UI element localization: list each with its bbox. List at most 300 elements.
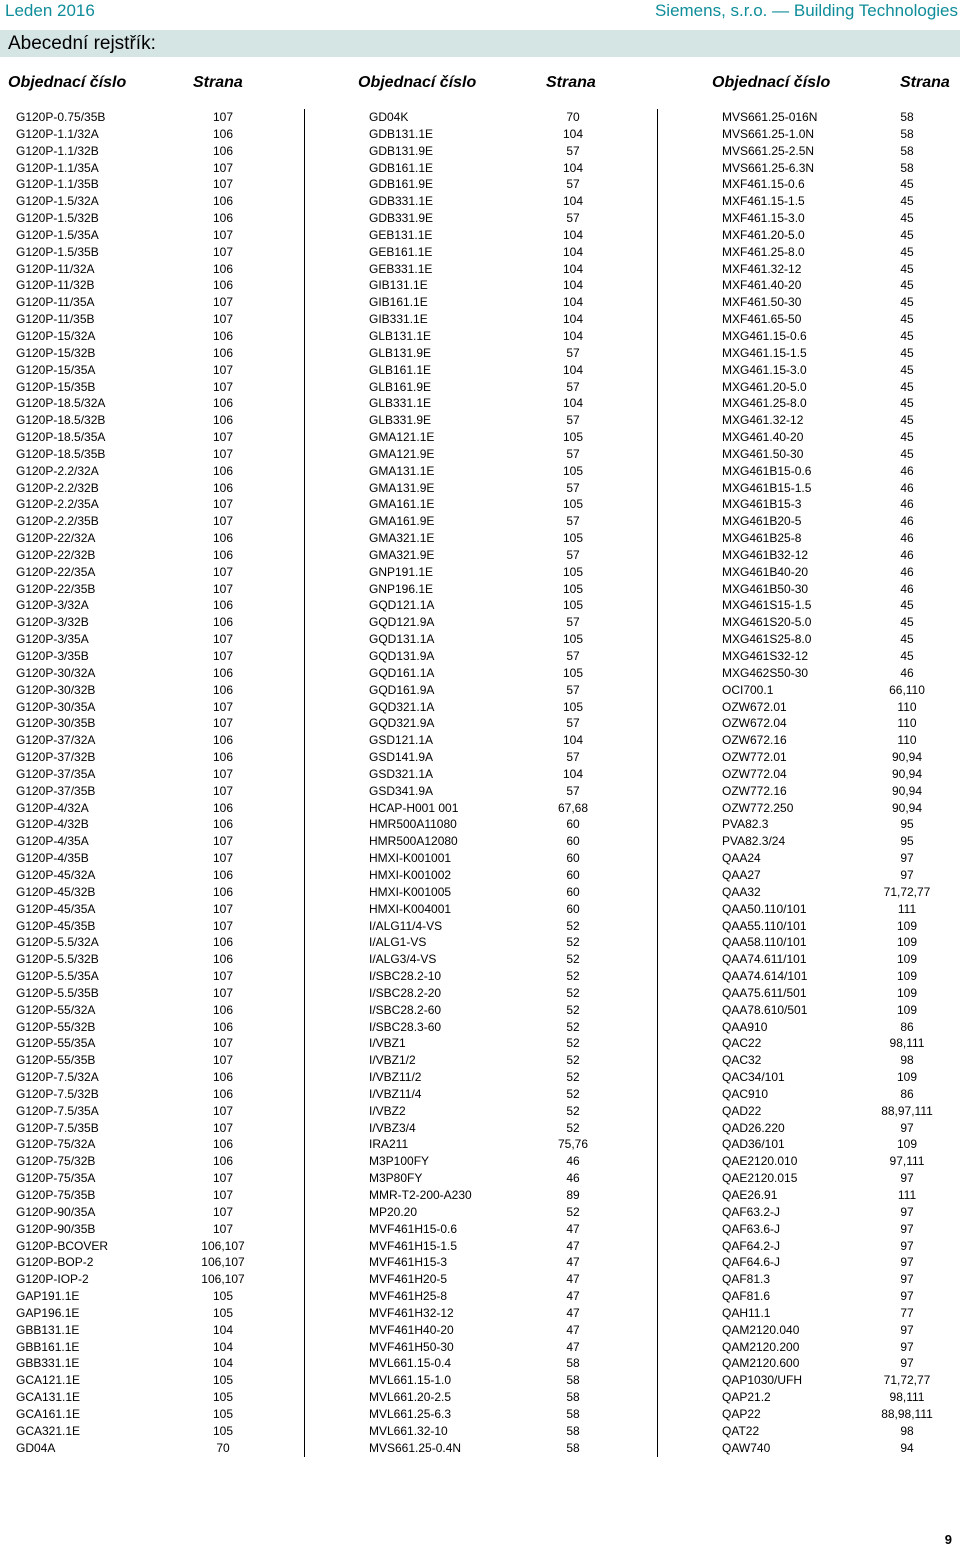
page-reference: 57 bbox=[566, 615, 580, 630]
index-row bbox=[16, 968, 304, 985]
page-reference: 97 bbox=[900, 1120, 914, 1135]
index-row bbox=[16, 1271, 304, 1288]
index-row bbox=[722, 951, 958, 968]
index-row bbox=[369, 968, 657, 985]
index-row bbox=[722, 496, 958, 513]
page-reference: 46 bbox=[900, 665, 914, 680]
index-row bbox=[722, 1069, 958, 1086]
index-row bbox=[16, 648, 304, 665]
order-number: MVL661.15-0.4 bbox=[369, 1356, 452, 1371]
index-row bbox=[722, 766, 958, 783]
order-number: HMXI-K004001 bbox=[369, 901, 452, 916]
order-number: GIB331.1E bbox=[369, 312, 428, 327]
order-number: G120P-22/35A bbox=[16, 564, 96, 579]
index-row bbox=[16, 244, 304, 261]
index-row bbox=[722, 412, 958, 429]
index-row bbox=[722, 1339, 958, 1356]
order-number: QAC910 bbox=[722, 1086, 769, 1101]
page-reference: 57 bbox=[566, 143, 580, 158]
index-column-2 bbox=[369, 109, 657, 1457]
order-number: GNP191.1E bbox=[369, 564, 434, 579]
order-number: MXG461B50-30 bbox=[722, 581, 809, 596]
index-row bbox=[369, 1271, 657, 1288]
page-reference: 52 bbox=[566, 1053, 580, 1068]
page-reference: 106 bbox=[212, 1137, 234, 1152]
page-reference: 88,98,111 bbox=[881, 1406, 933, 1421]
page-reference: 107 bbox=[212, 446, 234, 461]
index-row bbox=[369, 665, 657, 682]
order-number: GLB131.1E bbox=[369, 328, 432, 343]
order-number: MXG461B15-0.6 bbox=[722, 463, 812, 478]
index-row bbox=[16, 1339, 304, 1356]
page-reference: 107 bbox=[212, 699, 234, 714]
page-reference: 104 bbox=[562, 194, 584, 209]
col2-code-header: Objednací číslo bbox=[358, 74, 477, 91]
order-number: MXG461B32-12 bbox=[722, 547, 809, 562]
index-row bbox=[722, 261, 958, 278]
index-row bbox=[369, 1069, 657, 1086]
index-row bbox=[722, 227, 958, 244]
page-reference: 70 bbox=[566, 110, 580, 124]
index-row bbox=[16, 985, 304, 1002]
page-reference: 57 bbox=[566, 750, 580, 765]
index-row bbox=[369, 1423, 657, 1440]
page-reference: 107 bbox=[212, 918, 234, 933]
order-number: MXF461.32-12 bbox=[722, 261, 802, 276]
page-reference: 45 bbox=[900, 632, 914, 647]
order-number: MXF461.40-20 bbox=[722, 278, 802, 293]
index-row bbox=[369, 597, 657, 614]
order-number: GD04A bbox=[16, 1440, 56, 1455]
order-number: MVS661.25-2.5N bbox=[722, 143, 815, 158]
order-number: G120P-45/32A bbox=[16, 867, 96, 882]
index-row bbox=[722, 1288, 958, 1305]
page-reference: 104 bbox=[562, 362, 584, 377]
page-reference: 107 bbox=[212, 969, 234, 984]
index-row bbox=[369, 581, 657, 598]
order-number: MXG461.25-8.0 bbox=[722, 396, 807, 411]
page-reference: 97 bbox=[900, 1289, 914, 1304]
page-reference: 104 bbox=[562, 295, 584, 310]
page-reference: 57 bbox=[566, 682, 580, 697]
order-number: GEB161.1E bbox=[369, 244, 433, 259]
index-row bbox=[369, 564, 657, 581]
order-number: G120P-15/32A bbox=[16, 328, 96, 343]
page-reference: 106 bbox=[212, 480, 234, 495]
index-row bbox=[369, 277, 657, 294]
index-row bbox=[16, 1120, 304, 1137]
index-row bbox=[16, 766, 304, 783]
page-reference: 66,110 bbox=[889, 682, 925, 697]
page-reference: 107 bbox=[212, 430, 234, 445]
page-reference: 95 bbox=[900, 817, 914, 832]
page-reference: 106 bbox=[212, 396, 234, 411]
index-row bbox=[722, 1086, 958, 1103]
index-row bbox=[369, 1103, 657, 1120]
index-row bbox=[722, 513, 958, 530]
index-row bbox=[16, 614, 304, 631]
page-reference: 45 bbox=[900, 328, 914, 343]
page-reference: 58 bbox=[566, 1390, 580, 1405]
page-reference: 97 bbox=[900, 1204, 914, 1219]
index-row bbox=[369, 631, 657, 648]
index-row bbox=[16, 884, 304, 901]
order-number: G120P-3/35B bbox=[16, 649, 89, 663]
page-reference: 88,97,111 bbox=[881, 1103, 933, 1118]
page-reference: 107 bbox=[212, 716, 234, 731]
order-number: GIB131.1E bbox=[369, 278, 428, 293]
page-reference: 52 bbox=[566, 918, 580, 933]
index-row bbox=[722, 1355, 958, 1372]
page-reference: 106 bbox=[212, 463, 234, 478]
order-number: QAP22 bbox=[722, 1406, 761, 1421]
order-number: QAM2120.200 bbox=[722, 1339, 800, 1354]
page-reference: 46 bbox=[900, 463, 914, 478]
index-row bbox=[369, 1153, 657, 1170]
index-row bbox=[369, 732, 657, 749]
index-row bbox=[16, 513, 304, 530]
index-row bbox=[16, 311, 304, 328]
order-number: I/SBC28.2-10 bbox=[369, 969, 442, 984]
page-reference: 45 bbox=[900, 278, 914, 293]
page-reference: 60 bbox=[566, 901, 580, 916]
page-reference: 45 bbox=[900, 177, 914, 192]
page-reference: 98,111 bbox=[889, 1036, 925, 1051]
page-reference: 57 bbox=[566, 177, 580, 192]
index-row bbox=[369, 379, 657, 396]
index-row bbox=[369, 1052, 657, 1069]
index-row bbox=[369, 362, 657, 379]
index-row bbox=[722, 867, 958, 884]
order-number: G120P-1.5/32B bbox=[16, 211, 99, 226]
order-number: G120P-75/32B bbox=[16, 1154, 96, 1169]
index-row bbox=[722, 480, 958, 497]
page-reference: 104 bbox=[212, 1322, 234, 1337]
index-row bbox=[16, 564, 304, 581]
index-row bbox=[722, 429, 958, 446]
index-row bbox=[369, 1288, 657, 1305]
page-reference: 97,111 bbox=[889, 1154, 925, 1169]
page-reference: 57 bbox=[566, 514, 580, 529]
index-row bbox=[369, 513, 657, 530]
order-number: G120P-18.5/35A bbox=[16, 430, 106, 445]
page-reference: 105 bbox=[562, 699, 584, 714]
index-row bbox=[722, 1305, 958, 1322]
page-reference: 45 bbox=[900, 345, 914, 360]
order-number: MVS661.25-016N bbox=[722, 110, 818, 124]
page-reference: 106 bbox=[212, 800, 234, 815]
order-number: M3P100FY bbox=[369, 1154, 430, 1169]
index-row bbox=[722, 1322, 958, 1339]
index-row bbox=[722, 446, 958, 463]
page-reference: 71,72,77 bbox=[883, 884, 931, 899]
index-row bbox=[722, 1103, 958, 1120]
order-number: GMA161.1E bbox=[369, 497, 435, 512]
page-reference: 57 bbox=[566, 480, 580, 495]
index-row bbox=[722, 985, 958, 1002]
order-number: G120P-4/35A bbox=[16, 834, 89, 849]
index-row bbox=[16, 379, 304, 396]
index-row bbox=[722, 884, 958, 901]
index-row bbox=[16, 1322, 304, 1339]
page-reference: 104 bbox=[562, 733, 584, 748]
order-number: GQD321.9A bbox=[369, 716, 435, 731]
order-number: MXG461B40-20 bbox=[722, 564, 809, 579]
page-reference: 95 bbox=[900, 834, 914, 849]
order-number: MXG461.20-5.0 bbox=[722, 379, 807, 394]
index-row bbox=[16, 1423, 304, 1440]
order-number: G120P-11/32B bbox=[16, 278, 95, 293]
order-number: GQD321.1A bbox=[369, 699, 435, 714]
index-row bbox=[369, 682, 657, 699]
order-number: GLB161.9E bbox=[369, 379, 432, 394]
order-number: QAA58.110/101 bbox=[722, 935, 807, 950]
page-reference: 107 bbox=[212, 985, 234, 1000]
page-reference: 52 bbox=[566, 1002, 580, 1017]
order-number: G120P-2.2/32B bbox=[16, 480, 99, 495]
index-row bbox=[16, 699, 304, 716]
order-number: GBB131.1E bbox=[16, 1322, 80, 1337]
page-reference: 46 bbox=[900, 514, 914, 529]
order-number: QAF64.2-J bbox=[722, 1238, 781, 1253]
index-row bbox=[722, 1423, 958, 1440]
index-row bbox=[369, 1187, 657, 1204]
order-number: I/ALG1-VS bbox=[369, 935, 427, 950]
page-reference: 106 bbox=[212, 867, 234, 882]
order-number: GQD121.1A bbox=[369, 598, 435, 613]
order-number: MVF461H32-12 bbox=[369, 1305, 454, 1320]
order-number: GQD161.9A bbox=[369, 682, 435, 697]
index-row bbox=[16, 934, 304, 951]
page-reference: 57 bbox=[566, 716, 580, 731]
order-number: G120P-37/32B bbox=[16, 750, 96, 765]
order-number: GEB331.1E bbox=[369, 261, 433, 276]
index-row bbox=[722, 918, 958, 935]
order-number: HMXI-K001002 bbox=[369, 867, 452, 882]
order-number: MVL661.25-6.3 bbox=[369, 1406, 452, 1421]
order-number: PVA82.3 bbox=[722, 817, 769, 832]
page-reference: 107 bbox=[212, 1053, 234, 1068]
index-row bbox=[369, 294, 657, 311]
order-number: G120P-BCOVER bbox=[16, 1238, 109, 1253]
page-reference: 97 bbox=[900, 1272, 914, 1287]
index-row bbox=[369, 496, 657, 513]
index-row bbox=[369, 934, 657, 951]
page-reference: 90,94 bbox=[891, 766, 923, 781]
page-reference: 45 bbox=[900, 312, 914, 327]
page-reference: 107 bbox=[212, 244, 234, 259]
page-reference: 106 bbox=[212, 126, 234, 141]
index-row bbox=[722, 1372, 958, 1389]
order-number: G120P-75/35A bbox=[16, 1171, 96, 1186]
page-reference: 58 bbox=[566, 1423, 580, 1438]
index-row bbox=[16, 715, 304, 732]
index-row bbox=[369, 1120, 657, 1137]
col2-page-header: Strana bbox=[546, 74, 596, 91]
order-number: GSD121.1A bbox=[369, 733, 434, 748]
page-reference: 109 bbox=[896, 985, 918, 1000]
page-reference: 97 bbox=[900, 1221, 914, 1236]
order-number: QAA74.611/101 bbox=[722, 952, 807, 967]
order-number: G120P-4/32A bbox=[16, 800, 89, 815]
page-reference: 60 bbox=[566, 834, 580, 849]
index-row bbox=[369, 126, 657, 143]
order-number: G120P-2.2/35B bbox=[16, 514, 99, 529]
index-row bbox=[722, 1052, 958, 1069]
index-row bbox=[722, 160, 958, 177]
page-reference: 86 bbox=[900, 1019, 914, 1034]
index-row bbox=[16, 918, 304, 935]
index-row bbox=[16, 126, 304, 143]
order-number: I/SBC28.2-60 bbox=[369, 1002, 442, 1017]
page-reference: 45 bbox=[900, 446, 914, 461]
page-reference: 52 bbox=[566, 935, 580, 950]
index-row bbox=[369, 614, 657, 631]
index-row bbox=[722, 193, 958, 210]
order-number: QAF63.6-J bbox=[722, 1221, 781, 1236]
order-number: GNP196.1E bbox=[369, 581, 434, 596]
page-reference: 45 bbox=[900, 413, 914, 428]
order-number: MXG461.40-20 bbox=[722, 430, 804, 445]
index-row bbox=[722, 682, 958, 699]
order-number: QAA78.610/501 bbox=[722, 1002, 808, 1017]
order-number: G120P-15/35B bbox=[16, 379, 96, 394]
page-reference: 106 bbox=[212, 211, 234, 226]
page-reference: 107 bbox=[212, 564, 234, 579]
page-reference: 46 bbox=[566, 1154, 580, 1169]
order-number: MXG461B15-1.5 bbox=[722, 480, 812, 495]
order-number: G120P-2.2/35A bbox=[16, 497, 99, 512]
page-reference: 106,107 bbox=[201, 1238, 245, 1253]
index-row bbox=[722, 345, 958, 362]
index-row bbox=[722, 277, 958, 294]
page-reference: 104 bbox=[562, 227, 584, 242]
index-row bbox=[722, 1406, 958, 1423]
order-number: G120P-7.5/35B bbox=[16, 1120, 99, 1135]
order-number: HCAP-H001 001 bbox=[369, 800, 459, 815]
page-reference: 90,94 bbox=[891, 750, 923, 765]
index-row bbox=[722, 732, 958, 749]
order-number: GEB131.1E bbox=[369, 227, 433, 242]
index-row bbox=[16, 463, 304, 480]
order-number: OZW772.16 bbox=[722, 783, 787, 798]
order-number: MXG461S20-5.0 bbox=[722, 615, 812, 630]
order-number: MVF461H25-8 bbox=[369, 1289, 448, 1304]
order-number: QAH11.1 bbox=[722, 1305, 771, 1320]
order-number: G120P-11/32A bbox=[16, 261, 95, 276]
index-row bbox=[16, 496, 304, 513]
order-number: I/SBC28.3-60 bbox=[369, 1019, 442, 1034]
page-reference: 97 bbox=[900, 1255, 914, 1270]
index-row bbox=[16, 261, 304, 278]
page-reference: 77 bbox=[900, 1305, 914, 1320]
order-number: G120P-1.1/35A bbox=[16, 160, 99, 175]
page-reference: 45 bbox=[900, 261, 914, 276]
page-reference: 57 bbox=[566, 446, 580, 461]
index-row bbox=[369, 985, 657, 1002]
page-reference: 104 bbox=[562, 766, 584, 781]
index-row bbox=[369, 1355, 657, 1372]
index-row bbox=[16, 597, 304, 614]
order-number: MXG461.15-1.5 bbox=[722, 345, 807, 360]
order-number: G120P-30/32B bbox=[16, 682, 96, 697]
order-number: MVL661.20-2.5 bbox=[369, 1390, 452, 1405]
order-number: G120P-90/35B bbox=[16, 1221, 96, 1236]
index-row bbox=[722, 816, 958, 833]
index-row bbox=[16, 581, 304, 598]
page-reference: 105 bbox=[562, 430, 584, 445]
index-row bbox=[369, 227, 657, 244]
index-row bbox=[369, 1136, 657, 1153]
page-reference: 94 bbox=[900, 1440, 914, 1455]
index-row bbox=[16, 429, 304, 446]
order-number: I/VBZ11/4 bbox=[369, 1086, 422, 1101]
order-number: MVS661.25-6.3N bbox=[722, 160, 815, 175]
page-reference: 104 bbox=[212, 1339, 234, 1354]
index-row bbox=[369, 850, 657, 867]
order-number: G120P-1.1/32B bbox=[16, 143, 99, 158]
index-row bbox=[369, 143, 657, 160]
page-reference: 110 bbox=[897, 699, 917, 714]
order-number: MXF461.15-0.6 bbox=[722, 177, 805, 192]
order-number: MP20.20 bbox=[369, 1204, 418, 1219]
order-number: GMA321.9E bbox=[369, 547, 435, 562]
order-number: GDB131.9E bbox=[369, 143, 434, 158]
order-number: GCA321.1E bbox=[16, 1423, 81, 1438]
page-reference: 57 bbox=[566, 379, 580, 394]
index-row bbox=[369, 1440, 657, 1457]
index-row bbox=[16, 210, 304, 227]
page-reference: 58 bbox=[566, 1373, 580, 1388]
page-reference: 58 bbox=[900, 126, 914, 141]
index-row bbox=[369, 446, 657, 463]
order-number: MVF461H20-5 bbox=[369, 1272, 448, 1287]
order-number: G120P-22/32B bbox=[16, 547, 96, 562]
page-reference: 104 bbox=[562, 126, 584, 141]
index-row bbox=[722, 547, 958, 564]
order-number: GAP196.1E bbox=[16, 1305, 80, 1320]
order-number: G120P-5.5/35B bbox=[16, 985, 99, 1000]
index-row bbox=[369, 328, 657, 345]
index-row bbox=[722, 1271, 958, 1288]
index-row bbox=[369, 176, 657, 193]
col1-code-header: Objednací číslo bbox=[8, 74, 127, 91]
order-number: GCA131.1E bbox=[16, 1390, 81, 1405]
order-number: G120P-90/35A bbox=[16, 1204, 96, 1219]
order-number: IRA211 bbox=[369, 1137, 409, 1152]
index-row bbox=[369, 311, 657, 328]
page-reference: 109 bbox=[896, 918, 918, 933]
order-number: G120P-1.5/32A bbox=[16, 194, 99, 209]
index-row bbox=[16, 176, 304, 193]
page-reference: 107 bbox=[212, 1120, 234, 1135]
order-number: G120P-45/35B bbox=[16, 918, 96, 933]
page-reference: 110 bbox=[897, 733, 917, 748]
page-reference: 45 bbox=[900, 598, 914, 613]
order-number: MXF461.25-8.0 bbox=[722, 244, 805, 259]
page-reference: 52 bbox=[566, 985, 580, 1000]
order-number: I/ALG11/4-VS bbox=[369, 918, 443, 933]
order-number: G120P-18.5/32B bbox=[16, 413, 106, 428]
index-row bbox=[16, 294, 304, 311]
order-number: GSD341.9A bbox=[369, 783, 434, 798]
page-reference: 98,111 bbox=[889, 1390, 925, 1405]
order-number: G120P-22/35B bbox=[16, 581, 96, 596]
order-number: I/VBZ1 bbox=[369, 1036, 406, 1051]
header-division: Building Technologies bbox=[793, 1, 958, 20]
index-row bbox=[722, 1136, 958, 1153]
index-row bbox=[16, 160, 304, 177]
